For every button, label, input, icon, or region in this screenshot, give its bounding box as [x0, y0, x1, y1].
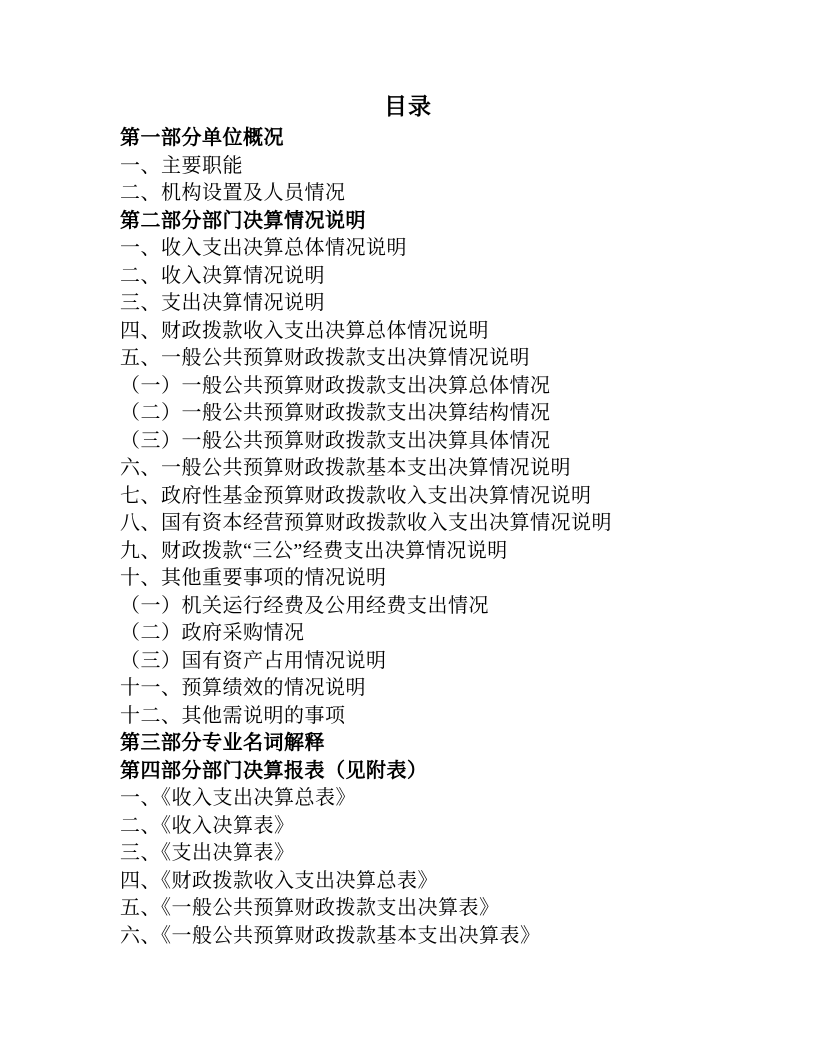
toc-entry: （一）机关运行经费及公用经费支出情况 — [120, 594, 489, 617]
toc-section-heading: 第三部分专业名词解释 — [120, 732, 325, 754]
toc-entry: 九、财政拨款“三公”经费支出决算情况说明 — [120, 539, 508, 562]
toc-entry: 五、《一般公共预算财政拨款支出决算表》 — [120, 897, 500, 919]
toc-entry: 一、《收入支出决算总表》 — [120, 787, 356, 809]
toc-entry: 四、《财政拨款收入支出决算总表》 — [120, 869, 438, 892]
toc-entry: 八、国有资本经营预算财政拨款收入支出决算情况说明 — [120, 512, 612, 534]
toc-entry: 四、财政拨款收入支出决算总体情况说明 — [120, 319, 489, 342]
toc-section-heading: 第四部分部门决算报表（见附表） — [120, 759, 428, 782]
toc-entry: 十、其他重要事项的情况说明 — [120, 567, 387, 589]
toc-entry: 一、主要职能 — [120, 154, 243, 177]
toc-entry: （三）一般公共预算财政拨款支出决算具体情况 — [120, 429, 551, 452]
toc-entry: （一）一般公共预算财政拨款支出决算总体情况 — [120, 374, 551, 397]
toc-entry: 三、支出决算情况说明 — [120, 292, 325, 314]
toc-section-heading: 第二部分部门决算情况说明 — [120, 209, 366, 232]
toc-entry: 三、《支出决算表》 — [120, 842, 295, 864]
toc-entry: 二、机构设置及人员情况 — [120, 182, 346, 204]
toc-entry: 六、《一般公共预算财政拨款基本支出决算表》 — [120, 924, 541, 947]
toc-entry: （三）国有资产占用情况说明 — [120, 649, 387, 672]
page-title: 目录 — [384, 94, 432, 119]
toc-entry: 二、收入决算情况说明 — [120, 264, 325, 287]
toc-entry: （二）政府采购情况 — [120, 622, 305, 644]
toc-list — [120, 125, 776, 950]
toc-entry: 二、《收入决算表》 — [120, 814, 295, 837]
toc-section-heading: 第一部分单位概况 — [120, 127, 284, 149]
toc-entry: （二）一般公共预算财政拨款支出决算结构情况 — [120, 402, 551, 424]
toc-entry: 六、一般公共预算财政拨款基本支出决算情况说明 — [120, 457, 571, 479]
toc-entry: 十一、预算绩效的情况说明 — [120, 677, 366, 699]
toc-entry: 十二、其他需说明的事项 — [120, 704, 346, 727]
toc-entry: 七、政府性基金预算财政拨款收入支出决算情况说明 — [120, 484, 592, 507]
toc-entry: 一、收入支出决算总体情况说明 — [120, 237, 407, 259]
toc-entry: 五、一般公共预算财政拨款支出决算情况说明 — [120, 347, 530, 369]
